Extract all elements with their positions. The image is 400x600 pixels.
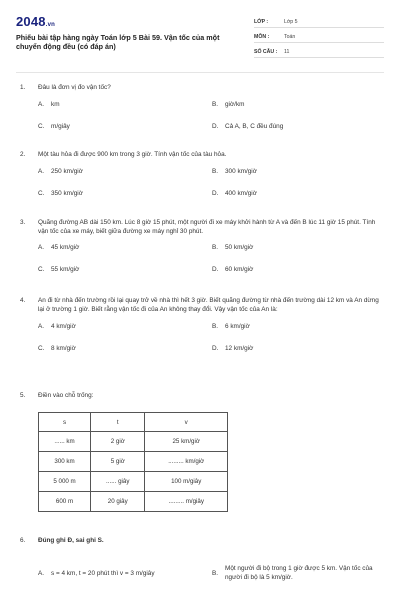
table-row bbox=[39, 492, 228, 512]
question-text: Quãng đường AB dài 150 km. Lúc 8 giờ 15 phút, một người đi xe máy khởi hành từ A và đến B lúc 11 giờ 15 phút. Tính vận tốc của xe máy, biết giữa đường xe máy nghỉ 30 phút. bbox=[38, 219, 376, 235]
options bbox=[38, 100, 380, 128]
table-header: s bbox=[39, 413, 91, 432]
options bbox=[38, 322, 380, 350]
question-5 bbox=[20, 391, 380, 400]
document-title: Phiếu bài tập hàng ngày Toán lớp 5 Bài 59. Vận tốc của một chuyển động đều (có đáp án) bbox=[16, 33, 220, 51]
options bbox=[38, 243, 380, 271]
table-row bbox=[39, 472, 228, 492]
option-b[interactable]: B. Một người đi bộ trong 1 giờ được 5 km. Vận tốc của người đi bộ là 5 km/giờ. bbox=[212, 565, 373, 581]
meta-subject-row bbox=[254, 31, 384, 43]
table-row bbox=[39, 432, 228, 452]
option-c[interactable]: C. m/giây bbox=[38, 123, 70, 130]
question-number: 1. bbox=[20, 84, 26, 91]
table-cell: 2 giờ bbox=[91, 432, 145, 452]
table-cell: 5 giờ bbox=[91, 452, 145, 472]
question-text: Điền vào chỗ trống: bbox=[38, 392, 94, 399]
table-cell: 600 m bbox=[39, 492, 91, 512]
question-text: Đâu là đơn vị đo vận tốc? bbox=[38, 84, 111, 91]
question-6 bbox=[20, 536, 380, 593]
table-cell: 20 giây bbox=[91, 492, 145, 512]
meta-key: SỐ CÂU : bbox=[254, 48, 278, 55]
question-text: An đi từ nhà đến trường rồi lại quay trở về nhà thì hết 3 giờ. Biết quãng đường từ nhà đến trường dài 12 km và An dừng lại ở trường 1 giờ. Biết rằng vận tốc đi của An không thay đổi. Vậy vận tốc của An là: bbox=[38, 297, 379, 313]
option-d[interactable]: D. Cả A, B, C đều đúng bbox=[212, 123, 284, 130]
option-a[interactable]: A. km bbox=[38, 101, 60, 108]
table-cell: 25 km/giờ bbox=[145, 432, 228, 452]
question-number: 2. bbox=[20, 151, 26, 158]
option-c[interactable]: C. 55 km/giờ bbox=[38, 266, 80, 273]
options bbox=[38, 167, 380, 195]
table-cell: 100 m/giây bbox=[145, 472, 228, 492]
question-4 bbox=[20, 296, 380, 350]
question-text: Một tàu hỏa đi được 900 km trong 3 giờ. Tính vận tốc của tàu hỏa. bbox=[38, 151, 227, 158]
question-2 bbox=[20, 150, 380, 195]
option-b[interactable]: B. 6 km/giờ bbox=[212, 323, 250, 330]
question-number: 6. bbox=[20, 537, 26, 544]
site-logo[interactable]: 2048.vn bbox=[16, 14, 56, 29]
option-d[interactable]: D. 60 km/giờ bbox=[212, 266, 254, 273]
table-cell: 300 km bbox=[39, 452, 91, 472]
page-header bbox=[16, 12, 384, 70]
meta-key: MÔN : bbox=[254, 33, 270, 40]
meta-value: 11 bbox=[284, 48, 290, 55]
meta-info bbox=[254, 16, 384, 61]
table-header: t bbox=[91, 413, 145, 432]
meta-key: LỚP : bbox=[254, 18, 269, 25]
table-cell[interactable]: ...... km bbox=[39, 432, 91, 452]
option-b[interactable]: B. 50 km/giờ bbox=[212, 244, 254, 251]
fill-in-table bbox=[38, 412, 228, 512]
option-a[interactable]: A. 45 km/giờ bbox=[38, 244, 80, 251]
question-text: Đúng ghi Đ, sai ghi S. bbox=[38, 537, 104, 544]
option-c[interactable]: C. 8 km/giờ bbox=[38, 345, 76, 352]
table-header: v bbox=[145, 413, 228, 432]
header-divider bbox=[16, 72, 384, 73]
meta-value: Lớp 5 bbox=[284, 18, 298, 25]
question-number: 4. bbox=[20, 297, 26, 304]
options bbox=[38, 565, 380, 593]
table-cell: 5 000 m bbox=[39, 472, 91, 492]
option-a[interactable]: A. s = 4 km, t = 20 phút thì v = 3 m/giây bbox=[38, 570, 155, 577]
table-cell[interactable]: ......... m/giây bbox=[145, 492, 228, 512]
meta-count-row bbox=[254, 46, 384, 58]
question-number: 3. bbox=[20, 219, 26, 226]
table-header-row bbox=[39, 413, 228, 432]
option-b[interactable]: B. 300 km/giờ bbox=[212, 168, 257, 175]
table-cell[interactable]: ...... giây bbox=[91, 472, 145, 492]
option-a[interactable]: A. 4 km/giờ bbox=[38, 323, 76, 330]
question-number: 5. bbox=[20, 392, 26, 399]
option-d[interactable]: D. 400 km/giờ bbox=[212, 190, 257, 197]
option-d[interactable]: D. 12 km/giờ bbox=[212, 345, 254, 352]
option-b[interactable]: B. giờ/km bbox=[212, 101, 245, 108]
option-c[interactable]: C. 350 km/giờ bbox=[38, 190, 83, 197]
meta-class-row bbox=[254, 16, 384, 28]
table-row bbox=[39, 452, 228, 472]
question-1 bbox=[20, 83, 380, 128]
question-3 bbox=[20, 218, 380, 271]
meta-value: Toán bbox=[284, 33, 296, 40]
table-cell[interactable]: ......... km/giờ bbox=[145, 452, 228, 472]
option-a[interactable]: A. 250 km/giờ bbox=[38, 168, 83, 175]
